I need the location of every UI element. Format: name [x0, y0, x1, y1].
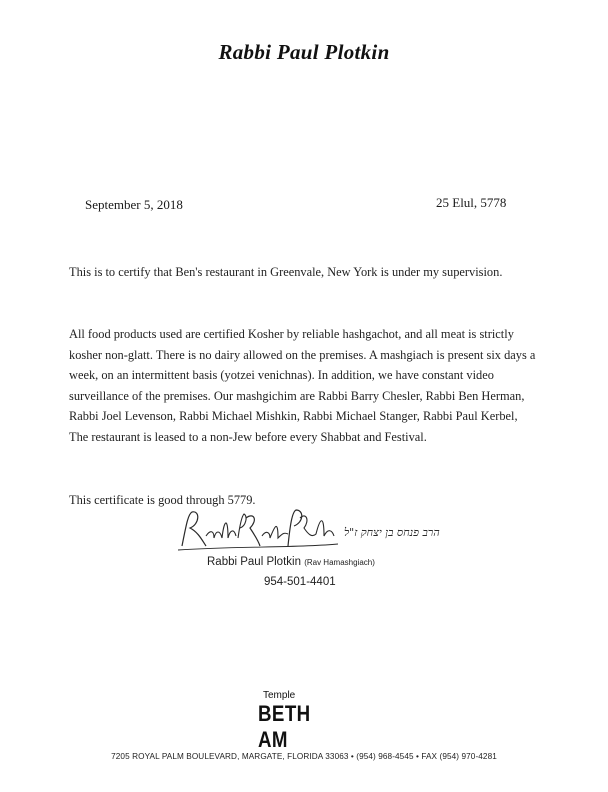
- footer-address: 7205 ROYAL PALM BOULEVARD, MARGATE, FLORIDA 33063 • (954) 968-4545 • FAX (954) 970-4281: [111, 752, 497, 761]
- validity-paragraph: This certificate is good through 5779.: [69, 493, 256, 507]
- signatory-name: Rabbi Paul Plotkin: [207, 556, 301, 568]
- signatory-phone: 954-501-4401: [264, 576, 336, 588]
- logo-beth-am-text: BETH AM: [258, 701, 311, 752]
- signatory-line: [207, 556, 375, 568]
- hebrew-date: 25 Elul, 5778: [436, 195, 507, 210]
- temple-beth-am-logo: [258, 690, 358, 752]
- gregorian-date: September 5, 2018: [85, 197, 183, 212]
- details-paragraph: All food products used are certified Kosher by reliable hashgachot, and all meat is strictly kosher non-glatt. There is no dairy allowed on the premises. A mashgiach is present six days a week, on an intermittent basis (yotzei venichnas). In addition, we have constant video surveillance of the premises. Our mashgichim are Rabbi Barry Chesler, Rabbi Ben Herman, Rabbi Joel Levenson, Rabbi Michael Mishkin, Rabbi Michael Stanger, Rabbi Paul Kerbel, The restaurant is leased to a non-Jew before every Shabbat and Festival.: [69, 327, 536, 444]
- handwritten-signature: [176, 506, 456, 554]
- signatory-title: (Rav Hamashgiach): [304, 558, 375, 567]
- logo-temple-text: Temple: [263, 690, 296, 701]
- letterhead-name: Rabbi Paul Plotkin: [218, 40, 390, 64]
- certification-paragraph: This is to certify that Ben's restaurant in Greenvale, New York is under my supervision.: [69, 265, 503, 279]
- hebrew-signature: הרב פנחס בן יצחק ז"ל: [344, 526, 440, 539]
